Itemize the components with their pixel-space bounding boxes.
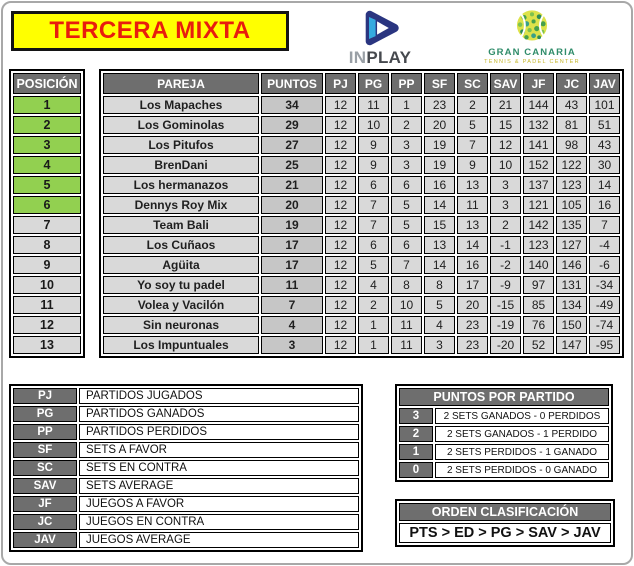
points-value: 0 (399, 462, 433, 478)
standings-row (103, 276, 620, 294)
gran-canaria-subtitle: TENNIS & PADEL CENTER (484, 59, 580, 65)
tennis-ball-icon (513, 8, 551, 46)
stat-cell-pj: 12 (325, 176, 356, 194)
stat-cell-jav: -6 (589, 256, 620, 274)
stat-cell-pg: 7 (358, 196, 389, 214)
points-per-match-table (395, 384, 613, 482)
standings-row (103, 176, 620, 194)
legend-row (13, 532, 359, 548)
stat-cell-sav: -15 (490, 296, 521, 314)
team-name-cell: Los Gominolas (103, 116, 259, 134)
stat-cell-sf: 20 (424, 116, 455, 134)
stat-cell-sav: 3 (490, 196, 521, 214)
legend-row (13, 388, 359, 404)
team-name-cell: Volea y Vacilón (103, 296, 259, 314)
points-per-match-body (399, 408, 609, 478)
stat-cell-jf: 144 (523, 96, 554, 114)
stat-cell-sf: 23 (424, 96, 455, 114)
stat-cell-jf: 121 (523, 196, 554, 214)
stat-cell-pj: 12 (325, 256, 356, 274)
points-value: 3 (399, 408, 433, 424)
stat-cell-jf: 132 (523, 116, 554, 134)
stat-cell-jc: 147 (556, 336, 587, 354)
stat-cell-sf: 19 (424, 136, 455, 154)
column-header-pareja: PAREJA (103, 73, 259, 94)
stat-cell-sc: 20 (457, 296, 488, 314)
stat-cell-sf: 8 (424, 276, 455, 294)
position-cell: 2 (13, 116, 81, 134)
stat-cell-pg: 7 (358, 216, 389, 234)
position-header-row (13, 73, 81, 94)
classification-order-row (399, 523, 611, 543)
puntos-cell: 11 (261, 276, 323, 294)
stat-cell-jf: 137 (523, 176, 554, 194)
puntos-cell: 4 (261, 316, 323, 334)
points-per-match-row (399, 462, 609, 478)
stat-cell-pj: 12 (325, 336, 356, 354)
legend-label: SETS AVERAGE (79, 478, 359, 494)
stat-cell-sf: 15 (424, 216, 455, 234)
stat-cell-pp: 11 (391, 316, 422, 334)
column-header-jc: JC (556, 73, 587, 94)
inplay-wordmark (335, 50, 425, 66)
stat-cell-jc: 131 (556, 276, 587, 294)
legend-label: PARTIDOS GANADOS (79, 406, 359, 422)
inplay-play-icon (358, 6, 402, 50)
stat-cell-pp: 10 (391, 296, 422, 314)
standings-row (103, 236, 620, 254)
legend-label: JUEGOS EN CONTRA (79, 514, 359, 530)
position-row (13, 236, 81, 254)
legend-key: PP (13, 424, 77, 440)
standings-row (103, 296, 620, 314)
stat-cell-pj: 12 (325, 116, 356, 134)
stat-cell-jav: 16 (589, 196, 620, 214)
stat-cell-pj: 12 (325, 216, 356, 234)
position-cell: 10 (13, 276, 81, 294)
stat-cell-jc: 43 (556, 96, 587, 114)
puntos-cell: 7 (261, 296, 323, 314)
stat-cell-sc: 2 (457, 96, 488, 114)
puntos-cell: 34 (261, 96, 323, 114)
legend-key: SAV (13, 478, 77, 494)
stat-cell-pp: 11 (391, 336, 422, 354)
stat-cell-pp: 5 (391, 216, 422, 234)
points-value: 1 (399, 444, 433, 460)
stat-cell-jc: 81 (556, 116, 587, 134)
stat-cell-jf: 141 (523, 136, 554, 154)
legend-label: SETS EN CONTRA (79, 460, 359, 476)
standings-row (103, 156, 620, 174)
position-row (13, 136, 81, 154)
column-header-pp: PP (391, 73, 422, 94)
stat-cell-pg: 5 (358, 256, 389, 274)
puntos-cell: 3 (261, 336, 323, 354)
stat-cell-pp: 7 (391, 256, 422, 274)
stat-cell-jav: 14 (589, 176, 620, 194)
stat-cell-sav: 21 (490, 96, 521, 114)
stat-cell-jav: -74 (589, 316, 620, 334)
position-column-header: POSICIÓN (13, 73, 81, 94)
stat-cell-jav: -95 (589, 336, 620, 354)
standings-row (103, 116, 620, 134)
stat-cell-jav: 51 (589, 116, 620, 134)
position-cell: 6 (13, 196, 81, 214)
stat-cell-sf: 4 (424, 316, 455, 334)
legend-key: SC (13, 460, 77, 476)
stat-cell-jc: 123 (556, 176, 587, 194)
stat-cell-pg: 6 (358, 176, 389, 194)
stat-cell-jav: -34 (589, 276, 620, 294)
position-cell: 5 (13, 176, 81, 194)
puntos-cell: 17 (261, 236, 323, 254)
team-name-cell: Los Cuñaos (103, 236, 259, 254)
legend-key: JAV (13, 532, 77, 548)
puntos-cell: 20 (261, 196, 323, 214)
stat-cell-pp: 6 (391, 236, 422, 254)
position-cell: 8 (13, 236, 81, 254)
position-row (13, 296, 81, 314)
puntos-cell: 27 (261, 136, 323, 154)
column-header-jf: JF (523, 73, 554, 94)
puntos-cell: 25 (261, 156, 323, 174)
legend-key: PG (13, 406, 77, 422)
stat-cell-jc: 134 (556, 296, 587, 314)
puntos-cell: 17 (261, 256, 323, 274)
standings-row (103, 196, 620, 214)
position-table-body (13, 96, 81, 354)
inplay-word-in: IN (348, 48, 367, 67)
stat-cell-jc: 105 (556, 196, 587, 214)
stat-cell-sc: 14 (457, 236, 488, 254)
stat-cell-sf: 13 (424, 236, 455, 254)
points-description: 2 SETS GANADOS - 0 PERDIDOS (435, 408, 609, 424)
stat-cell-sf: 16 (424, 176, 455, 194)
stat-cell-pj: 12 (325, 236, 356, 254)
stat-cell-pp: 3 (391, 156, 422, 174)
stat-cell-pp: 1 (391, 96, 422, 114)
stat-cell-jf: 97 (523, 276, 554, 294)
stat-cell-pg: 10 (358, 116, 389, 134)
stat-cell-jf: 76 (523, 316, 554, 334)
position-row (13, 196, 81, 214)
stat-cell-sav: 2 (490, 216, 521, 234)
standings-row (103, 316, 620, 334)
standings-header-row (103, 73, 620, 94)
puntos-cell: 29 (261, 116, 323, 134)
legend-table-body (13, 388, 359, 548)
stat-cell-sav: 10 (490, 156, 521, 174)
stat-cell-jav: 7 (589, 216, 620, 234)
stat-cell-jc: 127 (556, 236, 587, 254)
stat-cell-sf: 3 (424, 336, 455, 354)
stat-cell-sf: 14 (424, 256, 455, 274)
column-header-sc: SC (457, 73, 488, 94)
stat-cell-sc: 9 (457, 156, 488, 174)
stat-cell-pg: 11 (358, 96, 389, 114)
standings-table (99, 69, 624, 358)
column-header-puntos: PUNTOS (261, 73, 323, 94)
gran-canaria-name: GRAN CANARIA (488, 47, 576, 58)
points-description: 2 SETS GANADOS - 1 PERDIDO (435, 426, 609, 442)
stat-cell-jc: 98 (556, 136, 587, 154)
stat-cell-sav: -9 (490, 276, 521, 294)
stat-cell-pj: 12 (325, 196, 356, 214)
team-name-cell: Yo soy tu padel (103, 276, 259, 294)
stat-cell-jc: 146 (556, 256, 587, 274)
stat-cell-jf: 52 (523, 336, 554, 354)
stat-cell-pj: 12 (325, 276, 356, 294)
column-header-jav: JAV (589, 73, 620, 94)
team-name-cell: Team Bali (103, 216, 259, 234)
stat-cell-sav: 12 (490, 136, 521, 154)
stat-cell-jc: 150 (556, 316, 587, 334)
stat-cell-jc: 122 (556, 156, 587, 174)
team-name-cell: Los hermanazos (103, 176, 259, 194)
stat-cell-jf: 123 (523, 236, 554, 254)
legend-table (9, 384, 363, 552)
stat-cell-jav: -49 (589, 296, 620, 314)
stat-cell-sf: 19 (424, 156, 455, 174)
position-cell: 13 (13, 336, 81, 354)
stat-cell-sc: 13 (457, 216, 488, 234)
sheet (1, 1, 633, 565)
page-title-text: TERCERA MIXTA (49, 17, 251, 44)
legend-key: JF (13, 496, 77, 512)
position-cell: 12 (13, 316, 81, 334)
team-name-cell: Los Mapaches (103, 96, 259, 114)
stat-cell-pp: 6 (391, 176, 422, 194)
inplay-logo (335, 6, 425, 66)
points-per-match-row (399, 408, 609, 424)
classification-order-value: PTS > ED > PG > SAV > JAV (399, 523, 611, 543)
stat-cell-pg: 4 (358, 276, 389, 294)
stat-cell-pj: 12 (325, 296, 356, 314)
classification-order-header-row (399, 503, 611, 521)
position-cell: 4 (13, 156, 81, 174)
stat-cell-jf: 85 (523, 296, 554, 314)
stat-cell-pj: 12 (325, 156, 356, 174)
stat-cell-jf: 142 (523, 216, 554, 234)
stat-cell-sc: 7 (457, 136, 488, 154)
legend-key: JC (13, 514, 77, 530)
position-row (13, 216, 81, 234)
stat-cell-sc: 23 (457, 316, 488, 334)
team-name-cell: Dennys Roy Mix (103, 196, 259, 214)
stat-cell-pj: 12 (325, 316, 356, 334)
position-row (13, 256, 81, 274)
standings-row (103, 216, 620, 234)
legend-label: PARTIDOS PERDIDOS (79, 424, 359, 440)
stat-cell-sc: 5 (457, 116, 488, 134)
stat-cell-pg: 1 (358, 316, 389, 334)
column-header-pj: PJ (325, 73, 356, 94)
stat-cell-jf: 152 (523, 156, 554, 174)
legend-key: PJ (13, 388, 77, 404)
team-name-cell: Los Impuntuales (103, 336, 259, 354)
stat-cell-sav: -20 (490, 336, 521, 354)
position-row (13, 116, 81, 134)
position-row (13, 336, 81, 354)
stat-cell-pg: 9 (358, 156, 389, 174)
standings-table-body (103, 96, 620, 354)
classification-order-title: ORDEN CLASIFICACIÓN (399, 503, 611, 521)
points-per-match-header-row (399, 388, 609, 406)
position-cell: 11 (13, 296, 81, 314)
stat-cell-pg: 2 (358, 296, 389, 314)
position-cell: 7 (13, 216, 81, 234)
stat-cell-pp: 8 (391, 276, 422, 294)
stat-cell-jav: 101 (589, 96, 620, 114)
stat-cell-jav: -4 (589, 236, 620, 254)
standings-row (103, 336, 620, 354)
team-name-cell: Agüita (103, 256, 259, 274)
legend-label: JUEGOS A FAVOR (79, 496, 359, 512)
stat-cell-pp: 2 (391, 116, 422, 134)
stat-cell-sf: 14 (424, 196, 455, 214)
standings-row (103, 96, 620, 114)
points-per-match-title: PUNTOS POR PARTIDO (399, 388, 609, 406)
team-name-cell: BrenDani (103, 156, 259, 174)
legend-row (13, 478, 359, 494)
points-per-match-row (399, 444, 609, 460)
legend-label: JUEGOS AVERAGE (79, 532, 359, 548)
standings-row (103, 136, 620, 154)
stat-cell-sav: -2 (490, 256, 521, 274)
page-title (11, 11, 289, 51)
column-header-sav: SAV (490, 73, 521, 94)
legend-row (13, 496, 359, 512)
position-cell: 9 (13, 256, 81, 274)
position-row (13, 176, 81, 194)
column-header-pg: PG (358, 73, 389, 94)
stat-cell-pj: 12 (325, 136, 356, 154)
team-name-cell: Los Pitufos (103, 136, 259, 154)
stat-cell-sav: 3 (490, 176, 521, 194)
puntos-cell: 19 (261, 216, 323, 234)
stat-cell-sf: 5 (424, 296, 455, 314)
legend-label: PARTIDOS JUGADOS (79, 388, 359, 404)
stat-cell-sc: 17 (457, 276, 488, 294)
position-cell: 3 (13, 136, 81, 154)
stat-cell-sc: 13 (457, 176, 488, 194)
stat-cell-jf: 140 (523, 256, 554, 274)
gran-canaria-logo (479, 8, 585, 65)
stat-cell-pg: 9 (358, 136, 389, 154)
stat-cell-sav: -1 (490, 236, 521, 254)
position-row (13, 316, 81, 334)
column-header-sf: SF (424, 73, 455, 94)
inplay-word-play: PLAY (366, 48, 412, 67)
position-row (13, 276, 81, 294)
points-description: 2 SETS PERDIDOS - 1 GANADO (435, 444, 609, 460)
legend-label: SETS A FAVOR (79, 442, 359, 458)
legend-key: SF (13, 442, 77, 458)
standings-row (103, 256, 620, 274)
stat-cell-pp: 3 (391, 136, 422, 154)
stat-cell-sc: 23 (457, 336, 488, 354)
points-per-match-row (399, 426, 609, 442)
position-row (13, 96, 81, 114)
stat-cell-jav: 30 (589, 156, 620, 174)
puntos-cell: 21 (261, 176, 323, 194)
stat-cell-jc: 135 (556, 216, 587, 234)
stat-cell-sav: 15 (490, 116, 521, 134)
stat-cell-sav: -19 (490, 316, 521, 334)
legend-row (13, 424, 359, 440)
stat-cell-jav: 43 (589, 136, 620, 154)
stat-cell-pj: 12 (325, 96, 356, 114)
points-value: 2 (399, 426, 433, 442)
stat-cell-sc: 11 (457, 196, 488, 214)
team-name-cell: Sin neuronas (103, 316, 259, 334)
stat-cell-pg: 1 (358, 336, 389, 354)
stat-cell-pg: 6 (358, 236, 389, 254)
legend-row (13, 460, 359, 476)
classification-order-table (395, 499, 615, 547)
stat-cell-sc: 16 (457, 256, 488, 274)
points-description: 2 SETS PERDIDOS - 0 GANADO (435, 462, 609, 478)
stat-cell-pp: 5 (391, 196, 422, 214)
legend-row (13, 442, 359, 458)
position-table (9, 69, 85, 358)
position-row (13, 156, 81, 174)
legend-row (13, 406, 359, 422)
legend-row (13, 514, 359, 530)
position-cell: 1 (13, 96, 81, 114)
